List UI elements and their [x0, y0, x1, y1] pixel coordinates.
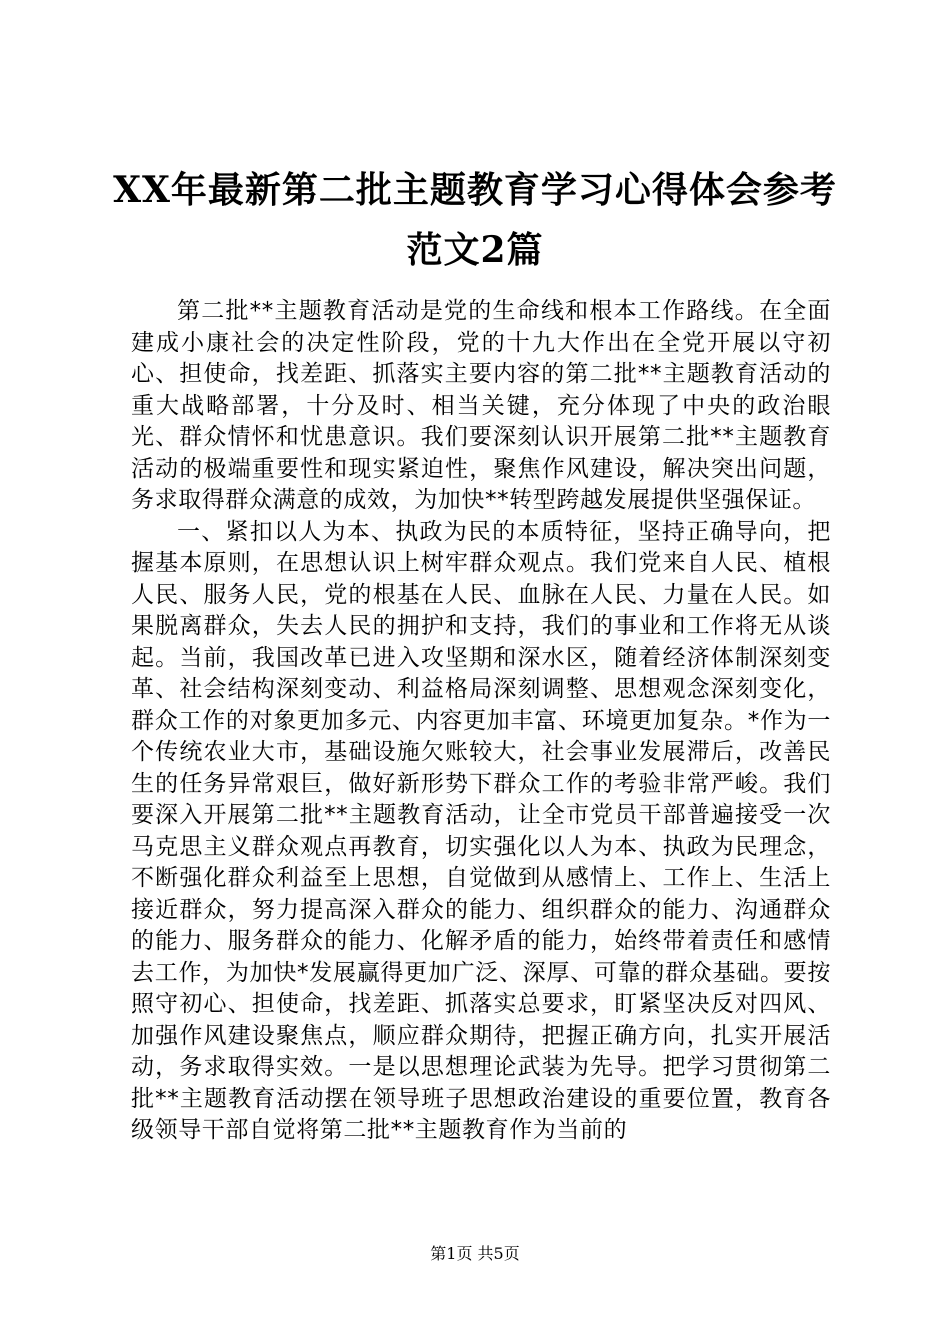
- body-paragraph-1: 第二批**主题教育活动是党的生命线和根本工作路线。在全面建成小康社会的决定性阶段，党的十九大作出在全党开展以守初心、担使命，找差距、抓落实主要内容的第二批**主题教育活动的重大战略部署，十分及时、相当关键，充分体现了中央的政治眼光、群众情怀和忧患意识。我们要深刻认识开展第二批**主题教育活动的极端重要性和现实紧迫性，聚焦作风建设，解决突出问题，务求取得群众满意的成效，为加快**转型跨越发展提供坚强保证。: [131, 298, 831, 513]
- document-title: [100, 160, 850, 280]
- body-paragraph-2: 一、紧扣以人为本、执政为民的本质特征，坚持正确导向，把握基本原则，在思想认识上树牢群众观点。我们党来自人民、植根人民、服务人民，党的根基在人民、血脉在人民、力量在人民。如果脱离群众，失去人民的拥护和支持，我们的事业和工作将无从谈起。当前，我国改革已进入攻坚期和深水区，随着经济体制深刻变革、社会结构深刻变动、利益格局深刻调整、思想观念深刻变化，群众工作的对象更加多元、内容更加丰富、环境更加复杂。*作为一个传统农业大市，基础设施欠账较大，社会事业发展滞后，改善民生的任务异常艰巨，做好新形势下群众工作的考验非常严峻。我们要深入开展第二批**主题教育活动，让全市党员干部普遍接受一次马克思主义群众观点再教育，切实强化以人为本、执政为民理念，不断强化群众利益至上思想，自觉做到从感情上、工作上、生活上接近群众，努力提高深入群众的能力、组织群众的能力、沟通群众的能力、服务群众的能力、化解矛盾的能力，始终带着责任和感情去工作，为加快*发展赢得更加广泛、深厚、可靠的群众基础。要按照守初心、担使命，找差距、抓落实总要求，盯紧坚决反对四风、加强作风建设聚焦点，顺应群众期待，把握正确方向，扎实开展活动，务求取得实效。一是以思想理论武装为先导。把学习贯彻第二批**主题教育活动摆在领导班子思想政治建设的重要位置，教育各级领导干部自觉将第二批**主题教育作为当前的: [131, 518, 831, 1143]
- page-number-footer: 第1页 共5页: [430, 1244, 520, 1263]
- document-body: [131, 296, 831, 1147]
- document-title-line-1: XX年最新第二批主题教育学习心得体会参考: [113, 169, 837, 211]
- document-title-line-2: 范文2篇: [406, 229, 544, 271]
